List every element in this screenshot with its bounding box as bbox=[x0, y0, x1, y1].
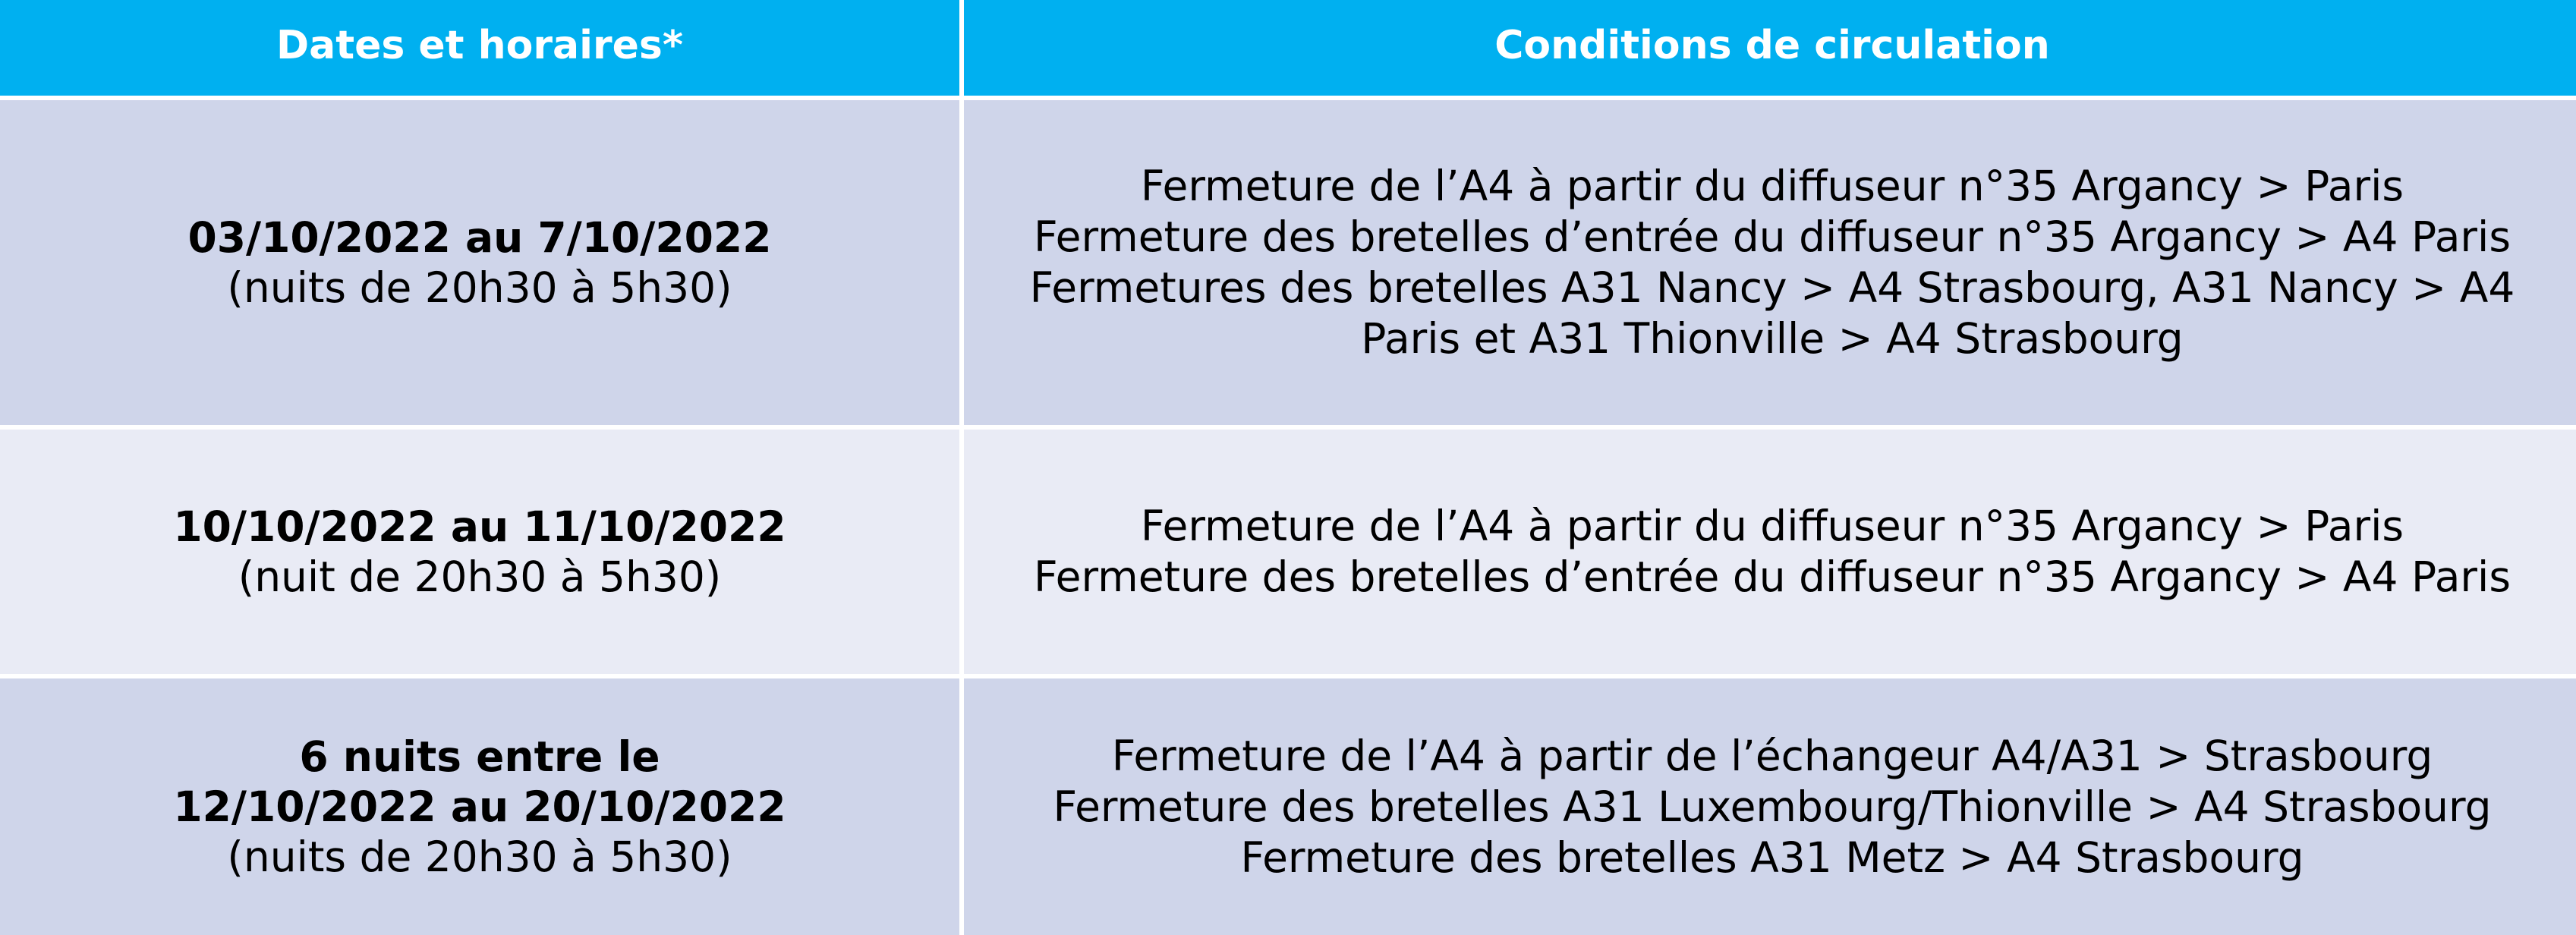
row-1-date-main: 03/10/2022 au 7/10/2022 bbox=[187, 213, 772, 262]
row-3-condition-3: Fermeture des bretelles A31 Metz > A4 Strasbourg bbox=[1240, 833, 2304, 882]
row-2-date-sub: (nuit de 20h30 à 5h30) bbox=[238, 552, 722, 601]
row-2-dates bbox=[0, 430, 959, 674]
row-3-date-main-1: 6 nuits entre le bbox=[299, 732, 660, 781]
row-2-condition-2: Fermeture des bretelles d’entrée du diffuseur n°35 Argancy > A4 Paris bbox=[1034, 552, 2511, 601]
row-2-condition-1: Fermeture de l’A4 à partir du diffuseur n°35 Argancy > Paris bbox=[1140, 502, 2404, 550]
row-3-dates bbox=[0, 678, 959, 935]
row-1-condition-2: Fermeture des bretelles d’entrée du diffuseur n°35 Argancy > A4 Paris bbox=[1034, 212, 2511, 261]
row-1-date-sub: (nuits de 20h30 à 5h30) bbox=[227, 263, 732, 312]
row-1-dates bbox=[0, 100, 959, 425]
row-1-conditions bbox=[964, 100, 2576, 425]
row-2-date-main: 10/10/2022 au 11/10/2022 bbox=[173, 502, 786, 551]
row-3-condition-2: Fermeture des bretelles A31 Luxembourg/Thionville > A4 Strasbourg bbox=[1053, 782, 2492, 831]
row-3-date-sub: (nuits de 20h30 à 5h30) bbox=[227, 833, 732, 881]
row-3-condition-1: Fermeture de l’A4 à partir de l’échangeur A4/A31 > Strasbourg bbox=[1111, 731, 2433, 780]
row-2-conditions bbox=[964, 430, 2576, 674]
row-1-condition-4: Paris et A31 Thionville > A4 Strasbourg bbox=[1361, 314, 2184, 363]
row-1-condition-3: Fermetures des bretelles A31 Nancy > A4 Strasbourg, A31 Nancy > A4 bbox=[1029, 263, 2515, 312]
header-conditions-label: Conditions de circulation bbox=[1494, 23, 2050, 68]
header-conditions bbox=[964, 0, 2576, 96]
header-dates bbox=[0, 0, 959, 96]
row-3-conditions bbox=[964, 678, 2576, 935]
header-dates-label: Dates et horaires* bbox=[276, 23, 684, 68]
row-3-date-main-2: 12/10/2022 au 20/10/2022 bbox=[173, 782, 786, 831]
row-1-condition-1: Fermeture de l’A4 à partir du diffuseur n°35 Argancy > Paris bbox=[1140, 162, 2404, 210]
